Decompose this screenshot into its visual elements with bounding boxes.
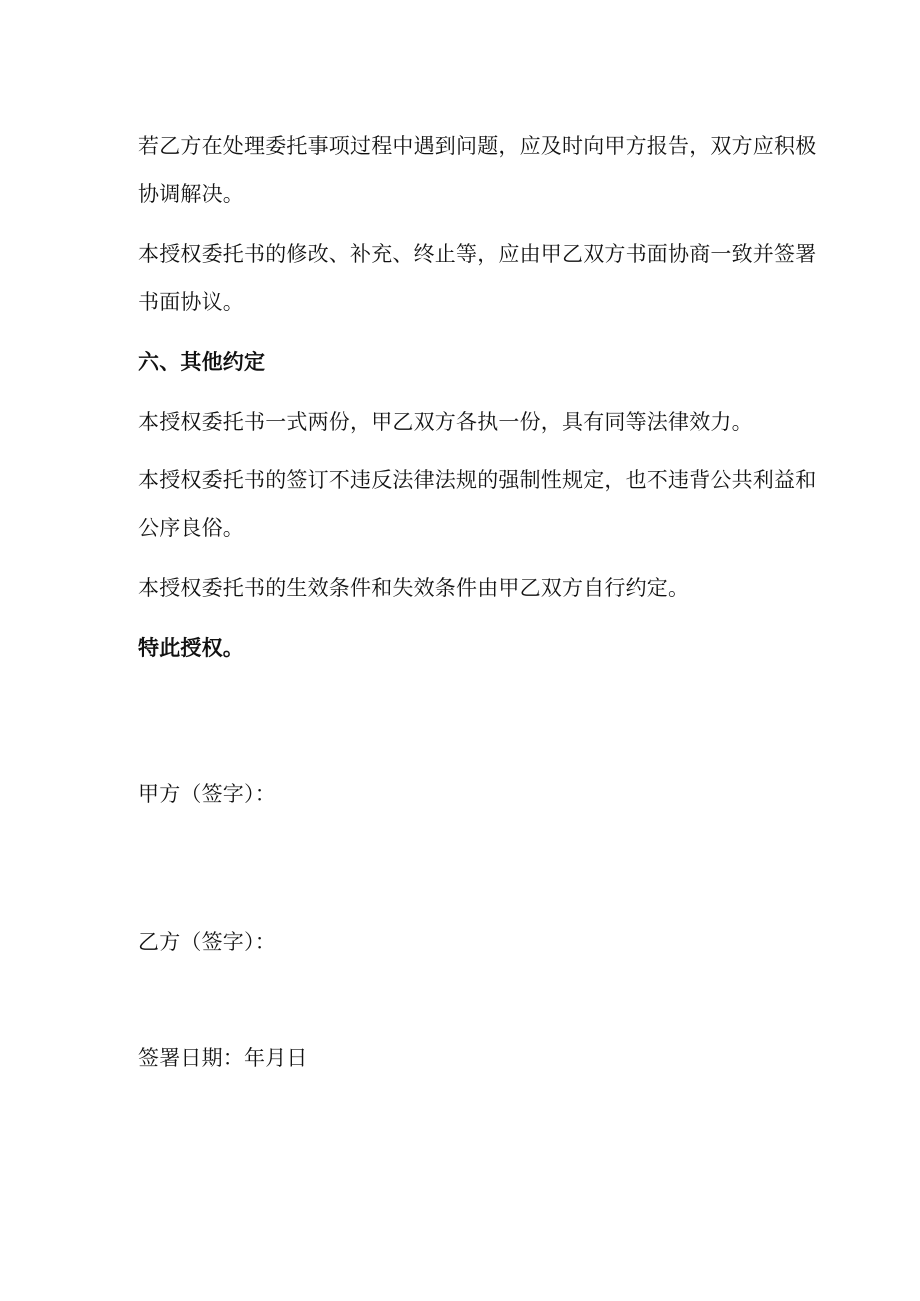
- party-a-signature-label: 甲方（签字）：: [138, 782, 276, 806]
- paragraph-legality-line-2: 公序良俗。: [138, 516, 244, 540]
- party-b-signature-label: 乙方（签字）：: [138, 930, 276, 954]
- paragraph-report-issues-line-2: 协调解决。: [138, 182, 244, 206]
- paragraph-report-issues-line-1: 若乙方在处理委托事项过程中遇到问题，应及时向甲方报告，双方应积极: [138, 134, 817, 158]
- closing-statement: 特此授权。: [138, 636, 244, 660]
- section-heading-other-terms: 六、其他约定: [138, 350, 266, 374]
- paragraph-copies: 本授权委托书一式两份，甲乙双方各执一份，具有同等法律效力。: [138, 410, 753, 434]
- paragraph-legality-line-1: 本授权委托书的签订不违反法律法规的强制性规定，也不违背公共利益和: [138, 468, 817, 492]
- sign-date-label: 签署日期：年月日: [138, 1046, 308, 1070]
- paragraph-amendments-line-1: 本授权委托书的修改、补充、终止等，应由甲乙双方书面协商一致并签署: [138, 242, 817, 266]
- paragraph-effectiveness: 本授权委托书的生效条件和失效条件由甲乙双方自行约定。: [138, 576, 690, 600]
- paragraph-amendments-line-2: 书面协议。: [138, 290, 244, 314]
